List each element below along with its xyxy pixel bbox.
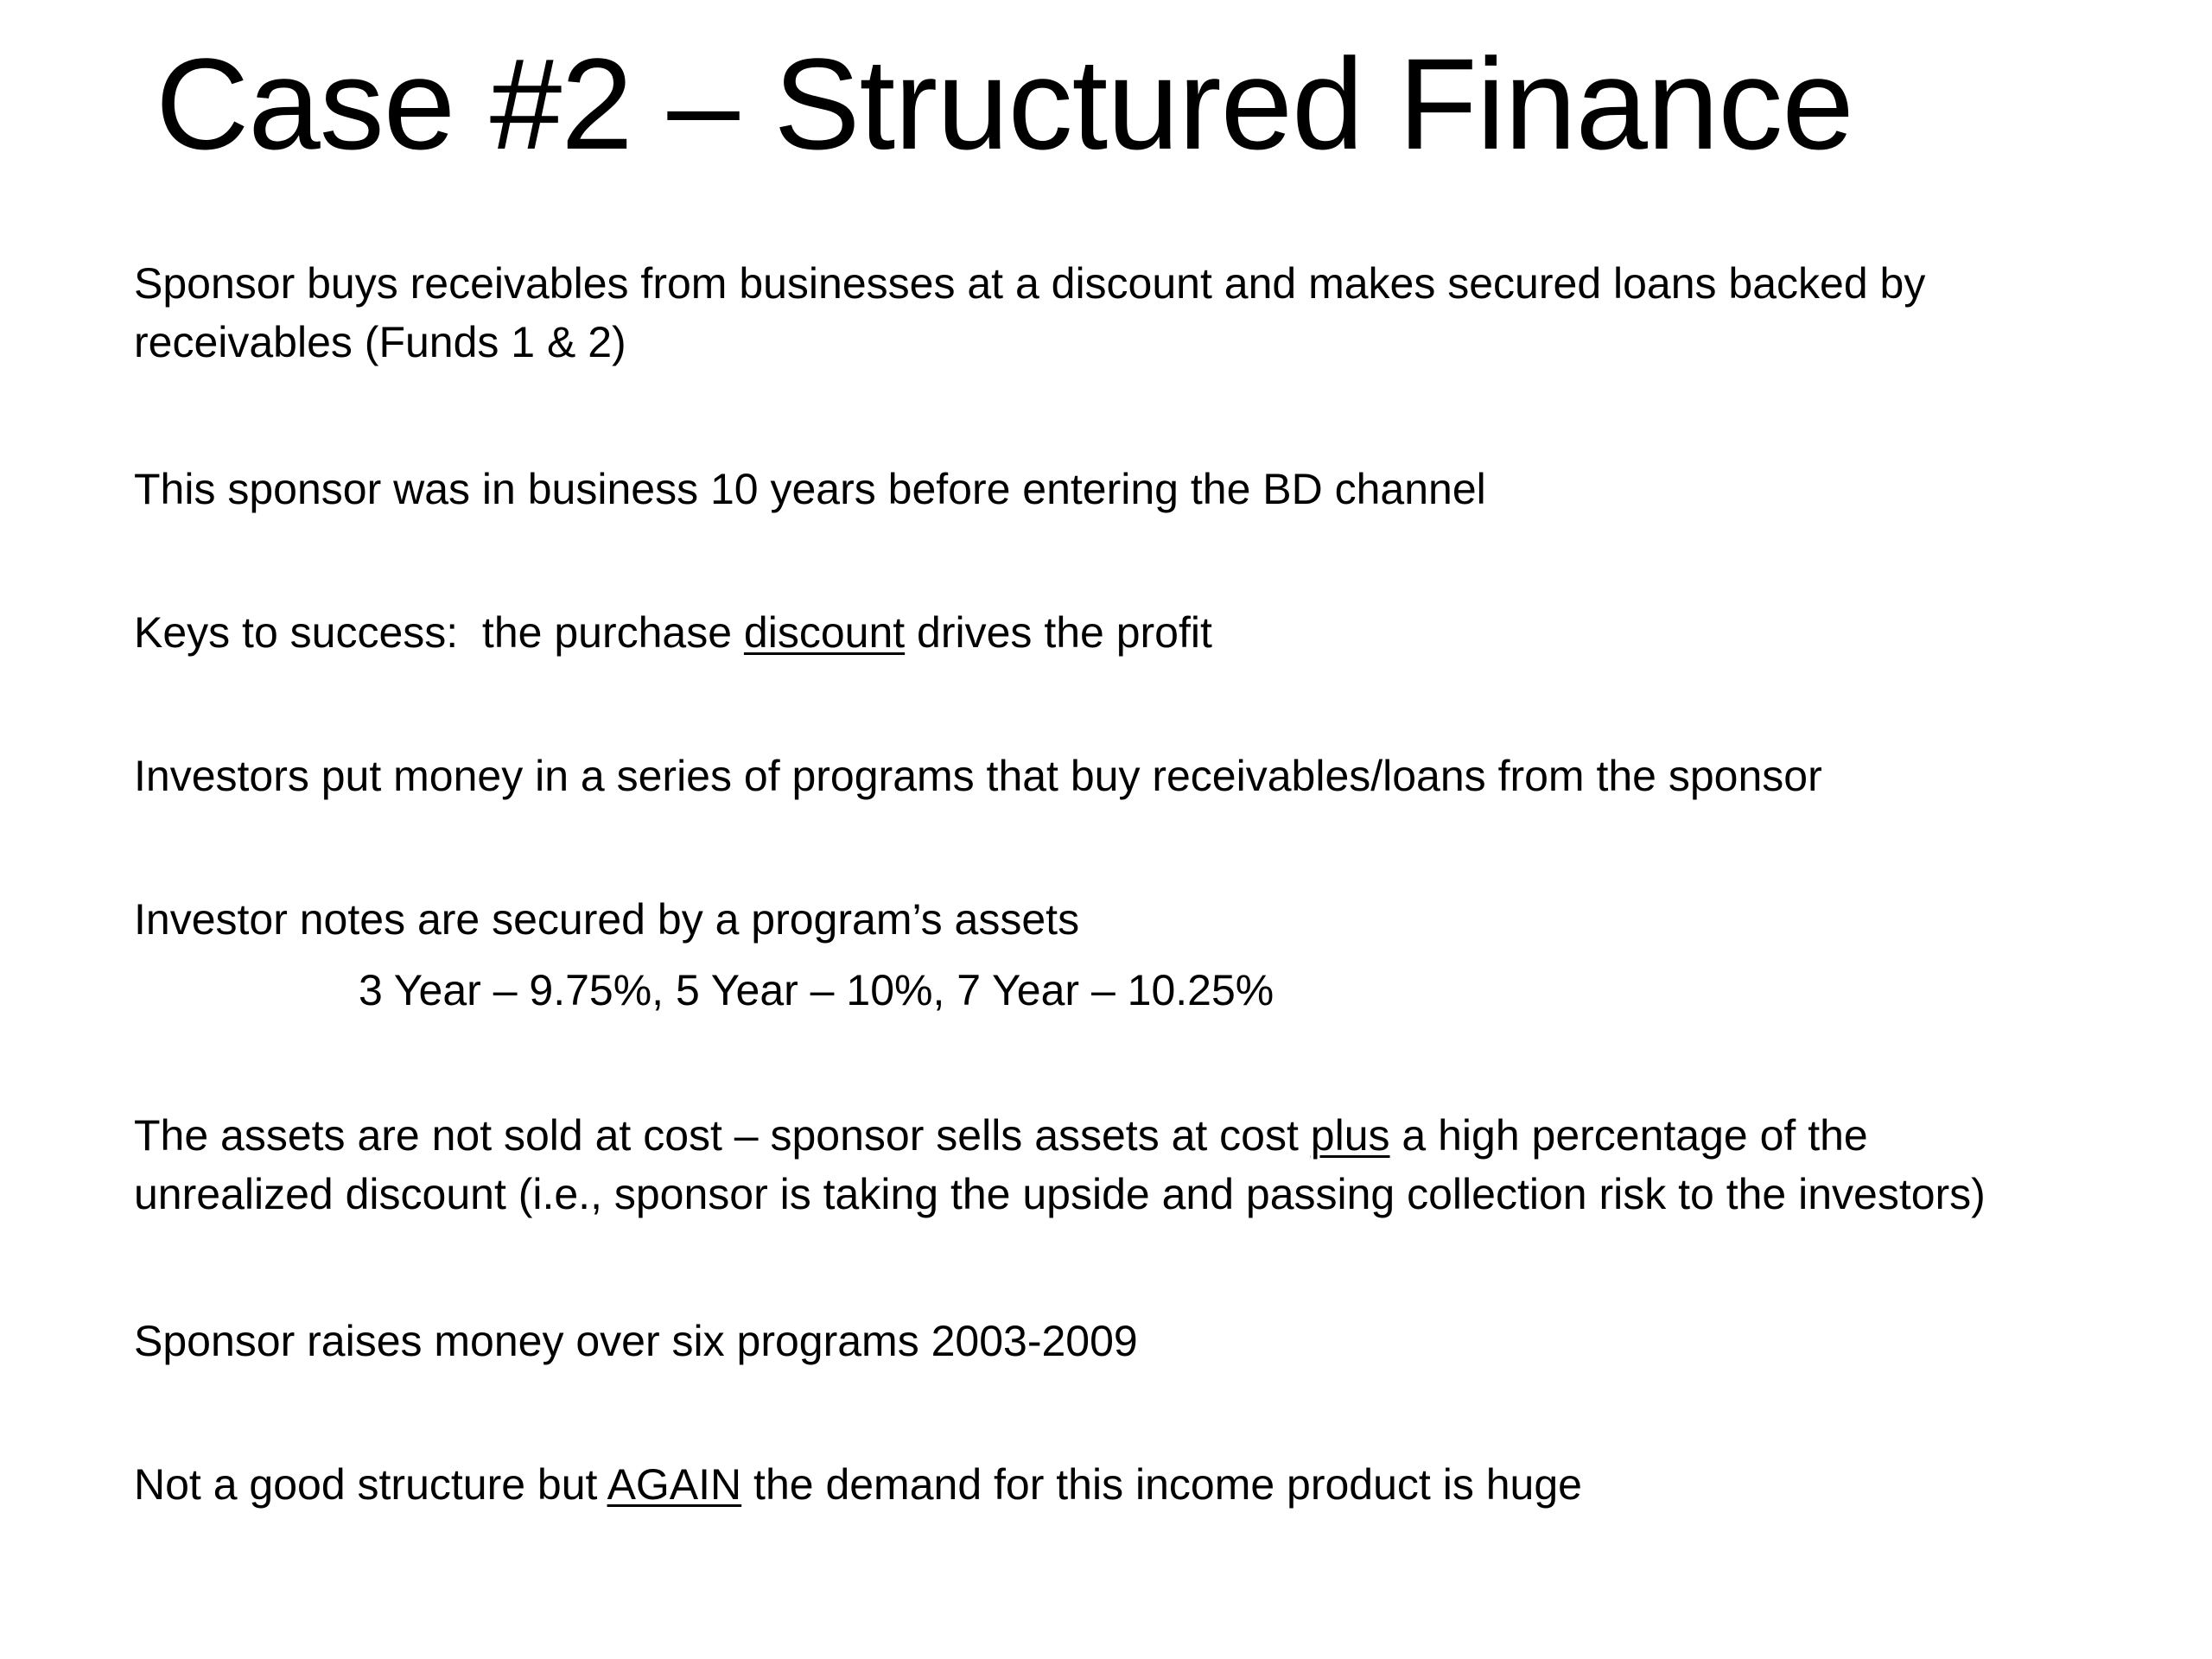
keys-text-after: drives the profit — [905, 608, 1212, 657]
paragraph-investor-notes: Investor notes are secured by a program’s assets — [134, 895, 1080, 944]
demand-underlined-again: AGAIN — [607, 1460, 742, 1509]
paragraph-receivables-line-1: Sponsor buys receivables from businesses at a discount and makes secured loans backed by — [134, 259, 1926, 308]
paragraph-keys-to-success — [134, 603, 2121, 662]
slide-title: Case #2 – Structured Finance — [156, 31, 1853, 176]
asset-sale-line-2: unrealized discount (i.e., sponsor is taking the upside and passing collection risk to the investors) — [134, 1170, 1986, 1218]
demand-text-after: the demand for this income product is huge — [741, 1460, 1582, 1509]
keys-text-before: Keys to success: the purchase — [134, 608, 744, 657]
paragraph-asset-sale — [134, 1106, 2121, 1224]
paragraph-receivables-line-2: receivables (Funds 1 & 2) — [134, 318, 626, 366]
asset-sale-line-1 — [134, 1106, 2121, 1165]
demand-text-before: Not a good structure but — [134, 1460, 607, 1509]
asset-sale-text-before: The assets are not sold at cost – sponsor sells assets at cost — [134, 1111, 1311, 1160]
paragraph-receivables — [134, 254, 2121, 372]
keys-underlined-discount: discount — [743, 608, 906, 657]
paragraph-programs-raised: Sponsor raises money over six programs 2003-2009 — [134, 1317, 1138, 1365]
paragraph-investors-programs: Investors put money in a series of programs that buy receivables/loans from the sponsor — [134, 752, 1822, 800]
asset-sale-underlined-plus: plus — [1310, 1111, 1390, 1160]
asset-sale-text-after: a high percentage of the — [1389, 1111, 1868, 1160]
note-rates-line: 3 Year – 9.75%, 5 Year – 10%, 7 Year – 10.25% — [359, 966, 1274, 1014]
paragraph-demand — [134, 1455, 2121, 1514]
paragraph-history: This sponsor was in business 10 years before entering the BD channel — [134, 465, 1486, 513]
